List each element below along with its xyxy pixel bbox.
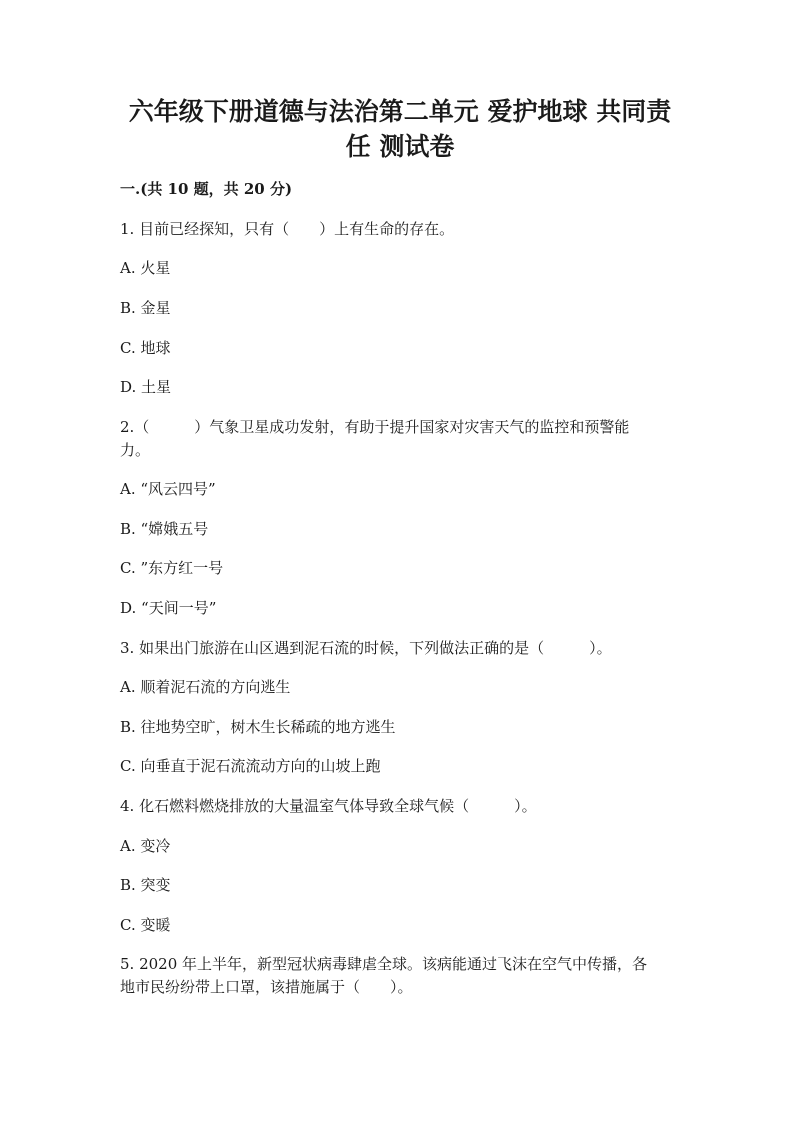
question-4-option-b: B. 突变 [120, 876, 171, 894]
question-2-stem-line-2: 力。 [120, 441, 151, 459]
question-2-option-d: D. “天间一号” [120, 599, 217, 617]
question-2-option-a: A. “风云四号” [120, 480, 216, 498]
question-2-option-c: C. ”东方红一号 [120, 559, 224, 577]
question-3-option-b: B. 往地势空旷，树木生长稀疏的地方逃生 [120, 718, 396, 736]
question-4-stem: 4. 化石燃料燃烧排放的大量温室气体导致全球气候（ ）。 [120, 797, 537, 815]
question-1-option-d: D. 土星 [120, 378, 172, 396]
question-3-stem: 3. 如果出门旅游在山区遇到泥石流的时候，下列做法正确的是（ ）。 [120, 639, 612, 657]
question-1-option-a: A. 火星 [120, 259, 171, 277]
question-4-option-a: A. 变冷 [120, 837, 171, 855]
question-1-option-c: C. 地球 [120, 339, 171, 357]
question-3-option-c: C. 向垂直于泥石流流动方向的山坡上跑 [120, 757, 381, 775]
question-1-stem: 1. 目前已经探知，只有（ ）上有生命的存在。 [120, 220, 455, 238]
question-5-stem-line-1: 5. 2020 年上半年，新型冠状病毒肆虐全球。该病能通过飞沫在空气中传播，各 [120, 955, 648, 973]
question-3-option-a: A. 顺着泥石流的方向逃生 [120, 678, 291, 696]
question-2-stem-line-1: 2.（ ）气象卫星成功发射，有助于提升国家对灾害天气的监控和预警能 [120, 418, 630, 436]
question-1-option-b: B. 金星 [120, 299, 171, 317]
question-4-option-c: C. 变暖 [120, 916, 171, 934]
exam-title-line-1: 六年级下册道德与法治第二单元 爱护地球 共同责 [128, 97, 672, 126]
question-2-option-b: B. “嫦娥五号 [120, 520, 209, 538]
question-5-stem-line-2: 地市民纷纷带上口罩，该措施属于（ ）。 [120, 978, 413, 996]
exam-title-line-2: 任 测试卷 [345, 132, 455, 161]
section-heading: 一.(共 10 题，共 20 分) [120, 180, 293, 198]
